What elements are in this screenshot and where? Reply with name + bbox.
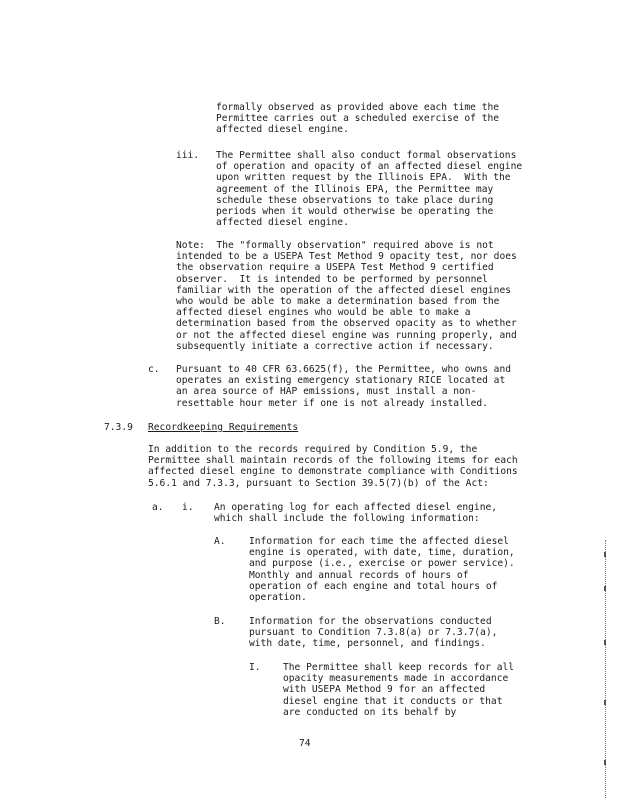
text-line: observer. It is intended to be performed by personnel (176, 273, 488, 285)
text-line: schedule these observations to take place during (216, 194, 494, 206)
text-line: operates an existing emergency stationary RICE located at (176, 375, 506, 387)
text-line: An operating log for each affected diesel engine, (214, 502, 498, 513)
text-line: Information for the observations conducted (249, 616, 492, 627)
text-line: intended to be a USEPA Test Method 9 opacity test, nor does (176, 251, 517, 263)
text-line: who would be able to make a determination based from the (176, 296, 500, 308)
item-label-c: c. (148, 364, 160, 375)
margin-tick (604, 552, 606, 557)
item-label-i: i. (182, 502, 194, 513)
text-line: formally observed as provided above each time the (216, 102, 500, 113)
text-line: operation of each engine and total hours of (249, 580, 498, 592)
text-line: affected diesel engine to demonstrate compliance with Conditions (148, 466, 518, 478)
item-label-B: B. (214, 616, 226, 627)
paragraph-I (283, 662, 514, 718)
text-line: of operation and opacity of an affected diesel engine (216, 161, 523, 173)
item-label-A: A. (214, 536, 226, 547)
text-line: The Permittee shall also conduct formal observations (216, 150, 517, 161)
text-line: The Permittee shall keep records for all (283, 662, 515, 673)
text-line: familiar with the operation of the affected diesel engines (176, 284, 512, 296)
text-line: Note: The "formally observation" required above is not (176, 240, 494, 251)
text-line: are conducted on its behalf by (283, 706, 457, 718)
margin-tick (604, 640, 606, 645)
text-line: affected diesel engine. (216, 124, 349, 136)
text-line: determination based from the observed opacity as to whether (176, 318, 517, 330)
text-line: the observation require a USEPA Test Method 9 certified (176, 262, 494, 274)
paragraph-B (249, 616, 497, 650)
margin-tick (604, 700, 606, 705)
text-line: 5.6.1 and 7.3.3, pursuant to Section 39.5(7)(b) of the Act: (148, 477, 489, 489)
item-label-iii: iii. (176, 150, 200, 161)
margin-tick (604, 760, 606, 765)
item-label-a: a. (152, 502, 164, 513)
text-line: which shall include the following information: (214, 513, 480, 525)
text-line: opacity measurements made in accordance (283, 673, 509, 685)
text-line: Permittee shall maintain records of the following items for each (148, 455, 518, 467)
text-line: In addition to the records required by Condition 5.9, the (148, 444, 478, 455)
section-number: 7.3.9 (104, 422, 133, 433)
text-line: pursuant to Condition 7.3.8(a) or 7.3.7(a), (249, 627, 498, 639)
text-line: Pursuant to 40 CFR 63.6625(f), the Permittee, who owns and (176, 364, 512, 375)
paragraph-A (249, 536, 515, 603)
text-line: Monthly and annual records of hours of (249, 569, 469, 581)
text-line: affected diesel engine. (216, 217, 349, 229)
paragraph-note (176, 240, 517, 352)
text-line: affected diesel engines who would be able to make a (176, 307, 471, 319)
text-line: Permittee carries out a scheduled exercise of the (216, 113, 500, 125)
paragraph-iii (216, 150, 522, 228)
text-line: engine is operated, with date, time, duration, (249, 547, 515, 559)
text-line: or not the affected diesel engine was running properly, and (176, 329, 517, 341)
page-number: 74 (299, 738, 311, 749)
paragraph-a-i (214, 502, 497, 524)
item-label-I: I. (249, 662, 261, 673)
text-line: Information for each time the affected diesel (249, 536, 509, 547)
text-line: subsequently initiate a corrective action if necessary. (176, 340, 494, 352)
text-line: resettable hour meter if one is not already installed. (176, 397, 488, 409)
paragraph-formally-observed (216, 102, 499, 136)
text-line: diesel engine that it conducts or that (283, 695, 503, 707)
text-line: and purpose (i.e., exercise or power service). (249, 558, 515, 570)
margin-tick (604, 586, 606, 591)
section-heading: Recordkeeping Requirements (148, 422, 299, 433)
text-line: with date, time, personnel, and findings. (249, 638, 486, 650)
text-line: upon written request by the Illinois EPA. With the (216, 172, 511, 184)
text-line: agreement of the Illinois EPA, the Permittee may (216, 183, 494, 195)
paragraph-c (176, 364, 511, 409)
paragraph-intro (148, 444, 518, 489)
text-line: operation. (249, 592, 307, 604)
text-line: an area source of HAP emissions, must install a non- (176, 386, 477, 398)
text-line: periods when it would otherwise be operating the (216, 206, 494, 218)
text-line: with USEPA Method 9 for an affected (283, 684, 486, 696)
